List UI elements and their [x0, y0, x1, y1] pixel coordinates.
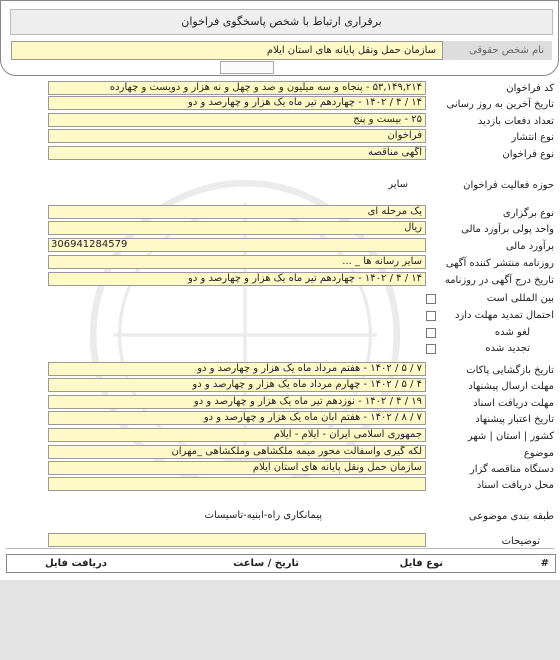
international-label: بین المللی است [486, 292, 554, 304]
contact-title: برقراری ارتباط با شخص پاسخگوی فراخوان [10, 9, 553, 35]
call-type-label: نوع فراخوان [502, 149, 554, 160]
contact-panel [0, 0, 559, 76]
extension-checkbox[interactable] [426, 311, 436, 321]
last-update-value: ۱۴ / ۴ / ۱۴۰۲ - چهاردهم تیر ماه یک هزار و چهارصد و دو [48, 96, 426, 110]
visit-count-label: تعداد دفعات بازدید [477, 115, 554, 127]
row-doc-deadline [0, 395, 560, 411]
files-table-header [6, 554, 556, 573]
currency-value: ریال [48, 221, 426, 235]
row-receive-docs [0, 477, 560, 494]
files-type-header: نوع فایل [399, 558, 443, 569]
newspaper-label: روزنامه منتشر کننده آگهی [445, 257, 554, 269]
files-download-header: دریافت فایل [45, 558, 107, 569]
category-value: پیمانکاری راه-ابنیه-تاسیسات [204, 510, 322, 521]
row-international [0, 290, 560, 306]
row-estimate [0, 238, 560, 254]
location-label: کشور | استان | شهر [467, 431, 554, 442]
holding-type-label: نوع برگزاری [502, 207, 554, 219]
row-subject [0, 445, 560, 461]
receive-docs-label: محل دریافت اسناد [476, 480, 554, 491]
publish-type-value: فراخوان [48, 129, 426, 143]
row-call-type [0, 146, 560, 163]
row-publish-type [0, 129, 560, 145]
files-index-header: # [540, 558, 549, 569]
subject-value: لکه گیری واسفالت محور میمه ملکشاهی وملکشاهی _مهران [48, 445, 426, 459]
open-envelopes-value: ۷ / ۵ / ۱۴۰۲ - هفتم مرداد ماه یک هزار و چهارصد و دو [48, 362, 426, 376]
visit-count-value: ۲۵ - بیست و پنج [48, 113, 426, 127]
row-validity [0, 411, 560, 428]
row-renewed [0, 340, 560, 356]
category-label: طبقه بندی موضوعی [468, 510, 554, 522]
row-activity-area [0, 165, 560, 205]
row-open-envelopes [0, 362, 560, 378]
divider [6, 548, 554, 549]
footer-area [0, 580, 560, 660]
description-value [48, 533, 426, 547]
cancelled-label: لغو شده [494, 326, 530, 338]
estimate-value: 306941284579 [48, 238, 426, 252]
newspaper-date-label: تاریخ درج آگهی در روزنامه [444, 274, 554, 286]
row-cancelled [0, 324, 560, 340]
legal-entity-value: سازمان حمل ونقل پایانه های استان ایلام [11, 41, 443, 60]
bid-deadline-label: مهلت ارسال پیشنهاد [468, 381, 554, 392]
open-envelopes-label: تاریخ بازگشایی پاکات [466, 364, 554, 376]
row-location [0, 428, 560, 445]
newspaper-date-value: ۱۴ / ۴ / ۱۴۰۲ - چهاردهم تیر ماه یک هزار و چهارصد و دو [48, 272, 426, 286]
validity-value: ۷ / ۸ / ۱۴۰۲ - هفتم آبان ماه یک هزار و چهارصد و دو [48, 411, 426, 425]
holding-type-value: یک مرحله ای [48, 205, 426, 219]
row-call-code [0, 81, 560, 96]
row-currency [0, 221, 560, 238]
receive-docs-value [48, 477, 426, 491]
activity-area-label: حوزه فعالیت فراخوان [463, 179, 554, 191]
organizer-label: دستگاه مناقصه گزار [469, 464, 554, 475]
location-value: جمهوری اسلامی ایران - ایلام - ایلام [48, 428, 426, 442]
row-organizer [0, 461, 560, 478]
activity-area-value: سایر [388, 179, 408, 190]
row-bid-deadline [0, 378, 560, 395]
international-checkbox[interactable] [426, 294, 436, 304]
extension-label: احتمال تمدید مهلت دارد [454, 309, 554, 321]
subject-label: موضوع [523, 447, 554, 459]
call-type-value: آگهی مناقصه [48, 146, 426, 160]
call-code-label: کد فراخوان [506, 83, 554, 94]
call-code-value: ۵۳,۱۴۹,۲۱۴ - پنجاه و سه میلیون و صد و چهل و نه هزار و دویست و چهارده [48, 81, 426, 95]
doc-deadline-value: ۱۹ / ۴ / ۱۴۰۲ - نوزدهم تیر ماه یک هزار و چهارصد و دو [48, 395, 426, 409]
bid-deadline-value: ۴ / ۵ / ۱۴۰۲ - چهارم مرداد ماه یک هزار و چهارصد و دو [48, 378, 426, 392]
row-extension [0, 307, 560, 323]
renewed-label: تجدید شده [485, 342, 530, 354]
validity-label: تاریخ اعتبار پیشنهاد [475, 414, 554, 425]
row-newspaper [0, 255, 560, 271]
publish-type-label: نوع انتشار [511, 131, 554, 143]
cancelled-checkbox[interactable] [426, 328, 436, 338]
row-newspaper-date [0, 272, 560, 288]
files-datetime-header: تاریخ / ساعت [233, 558, 299, 569]
organizer-value: سازمان حمل ونقل پایانه های استان ایلام [48, 461, 426, 475]
description-label: توضیحات [501, 535, 540, 547]
last-update-label: تاریخ آخرین به روز رسانی [446, 98, 554, 110]
contact-toggle-button[interactable] [220, 61, 274, 74]
row-holding-type [0, 205, 560, 221]
estimate-label: برآورد مالی [505, 240, 554, 252]
row-visit-count [0, 113, 560, 129]
doc-deadline-label: مهلت دریافت اسناد [473, 397, 554, 409]
currency-label: واحد پولی برآورد مالی [461, 224, 554, 235]
legal-entity-label: نام شخص حقوقی [440, 41, 552, 60]
renewed-checkbox[interactable] [426, 344, 436, 354]
row-category [0, 500, 560, 532]
row-last-update [0, 96, 560, 112]
newspaper-value: سایر رسانه ها _ ... [48, 255, 426, 269]
